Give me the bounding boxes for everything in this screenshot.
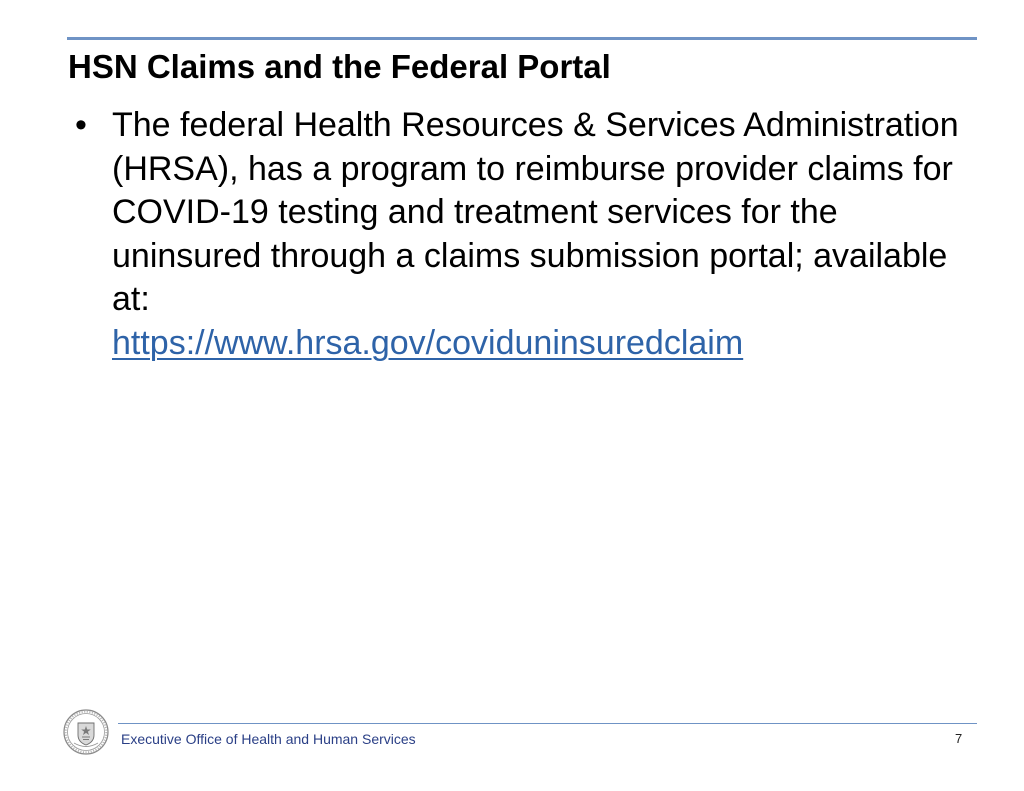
bullet-text: The federal Health Resources & Services Administration (HRSA), has a program to reimburse provider claims for COVID-19 testing and treatment services for the uninsured through a claims submission portal; available at: (112, 106, 959, 318)
bullet-item (68, 104, 968, 365)
footer-divider (118, 723, 977, 724)
bullet-list (68, 104, 968, 365)
state-seal-icon (63, 709, 109, 755)
page-number: 7 (955, 731, 963, 746)
footer-organization: Executive Office of Health and Human Services (121, 731, 416, 747)
title-divider (67, 37, 977, 40)
hrsa-portal-link[interactable]: https://www.hrsa.gov/coviduninsuredclaim (112, 323, 744, 362)
slide-title: HSN Claims and the Federal Portal (68, 48, 611, 85)
bullet-marker: • (75, 106, 87, 144)
